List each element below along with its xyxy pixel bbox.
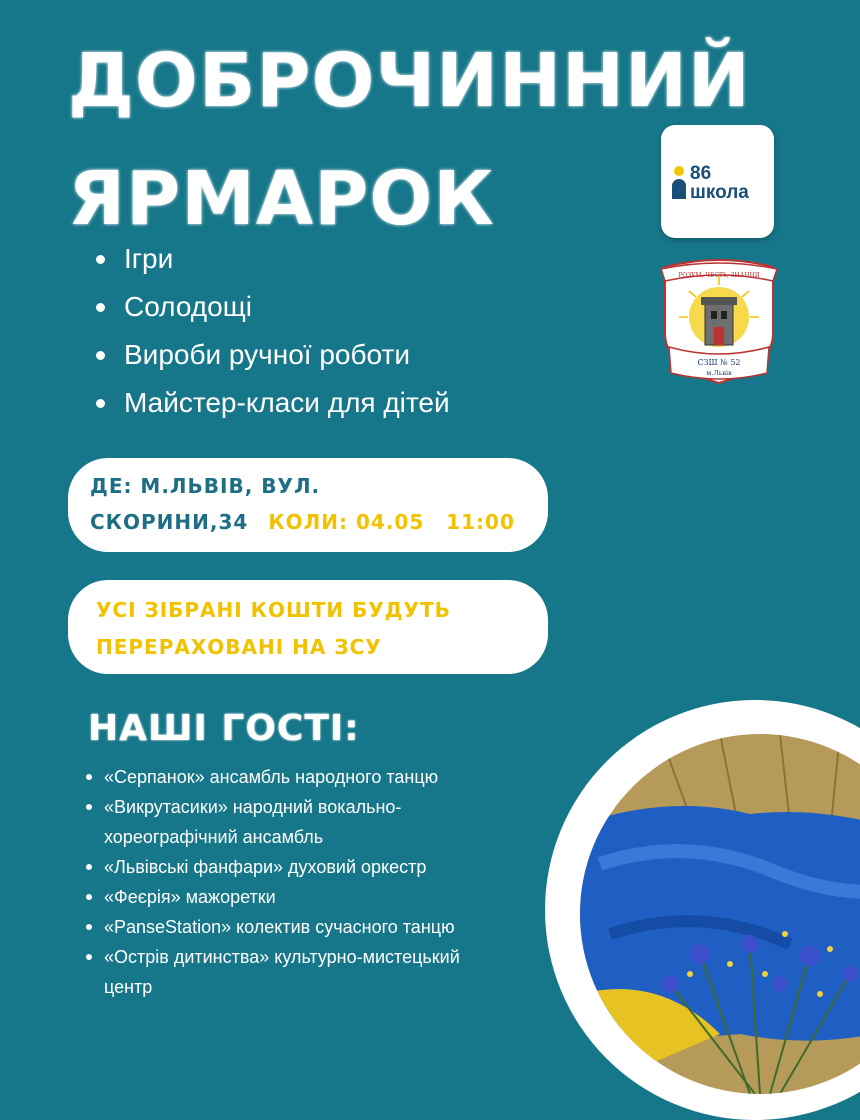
notice-line-1: УСІ ЗІБРАНІ КОШТИ БУДУТЬ — [96, 598, 451, 622]
where-line-1: ДЕ: М.ЛЬВІВ, ВУЛ. — [90, 474, 321, 498]
location-time-card — [68, 458, 548, 552]
logo-word: школа — [690, 182, 749, 203]
school-86-logo — [661, 125, 774, 238]
where-when-line — [90, 510, 515, 534]
activity-item: Ігри — [96, 240, 450, 288]
guests-title: НАШІ ГОСТІ: — [88, 708, 360, 749]
guest-item: «Острів дитинства» культурно-мистецький центр — [86, 942, 506, 1002]
notice-line-2: ПЕРЕРАХОВАНІ НА ЗСУ — [96, 635, 382, 659]
logo-number: 86 — [690, 163, 712, 184]
guest-item: «PanseStation» колектив сучасного танцю — [86, 912, 506, 942]
school-crest-logo — [655, 255, 783, 385]
where-line-2: СКОРИНИ,34 — [90, 510, 249, 534]
guest-item: «Викрутасики» народний вокально-хореографічний ансамбль — [86, 792, 506, 852]
when-label: КОЛИ: — [268, 510, 349, 534]
activity-item: Вироби ручної роботи — [96, 336, 450, 384]
activity-item: Солодощі — [96, 288, 450, 336]
guest-item: «Серпанок» ансамбль народного танцю — [86, 762, 506, 792]
donation-notice-card — [68, 580, 548, 674]
title-line-2: ЯРМАРОК — [68, 156, 495, 242]
activities-list — [96, 240, 450, 432]
event-time: 11:00 — [446, 510, 515, 534]
event-date: 04.05 — [355, 510, 425, 534]
guest-item: «Львівські фанфари» духовий оркестр — [86, 852, 506, 882]
guests-list — [86, 762, 506, 1002]
crest-school: СЗШ № 52 — [697, 358, 741, 367]
person-icon — [672, 166, 686, 199]
title-line-1: ДОБРОЧИННИЙ — [68, 38, 751, 124]
crest-city: м.Львів — [706, 369, 732, 377]
guest-item: «Феєрія» мажоретки — [86, 882, 506, 912]
crest-motto: РОЗУМ, ЧЕСТЬ, ЗНАННЯ — [678, 272, 760, 279]
activity-item: Майстер-класи для дітей — [96, 384, 450, 432]
